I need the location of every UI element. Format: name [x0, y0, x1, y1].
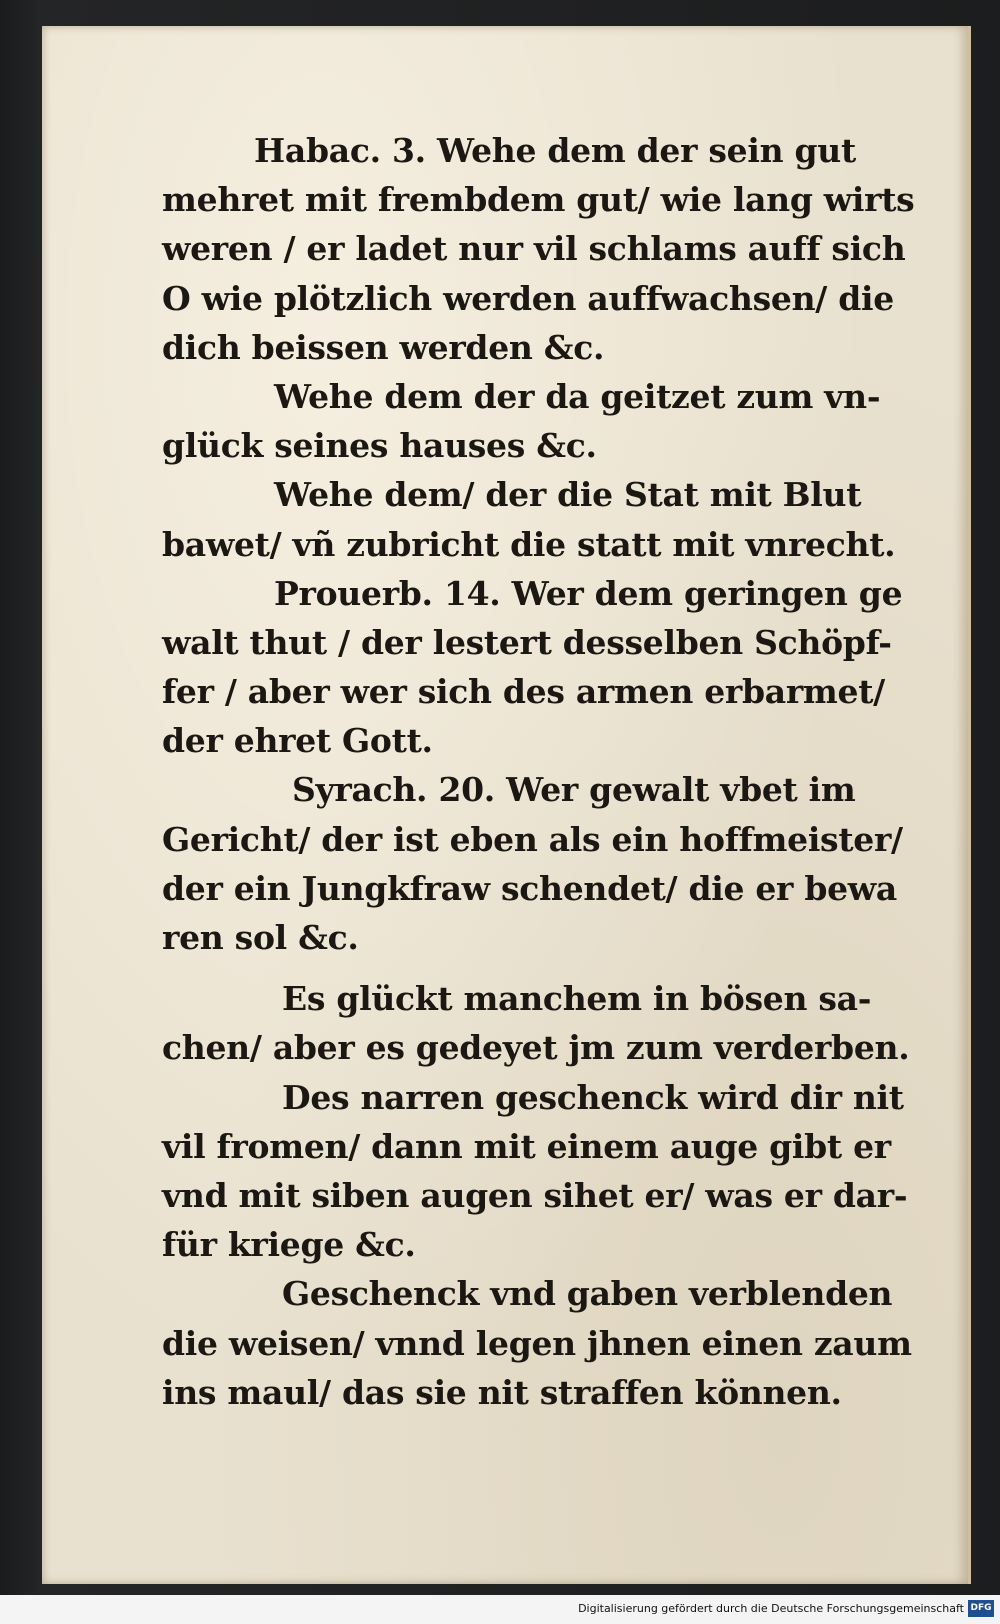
- text-line: Es glückt manchem in bösen sa-: [282, 979, 872, 1019]
- text-line: glück seines hauses &c.: [162, 426, 597, 466]
- text-line: der ehret Gott.: [162, 721, 433, 761]
- text-line: chen/ aber es gedeyet jm zum verderben.: [162, 1028, 910, 1068]
- text-line: die weisen/ vnnd legen jhnen einen zaum: [162, 1323, 912, 1363]
- text-line: O wie plötzlich werden auffwachsen/ die: [162, 278, 894, 318]
- text-line: walt thut / der lestert desselben Schöpf-: [162, 622, 892, 662]
- text-line: Wehe dem/ der die Stat mit Blut: [274, 475, 862, 515]
- text-line: dich beissen werden &c.: [162, 327, 605, 367]
- text-line: ins maul/ das sie nit straffen können.: [162, 1372, 842, 1412]
- text-line: für kriege &c.: [162, 1225, 416, 1265]
- text-line: Gericht/ der ist eben als ein hoffmeister/: [162, 819, 903, 859]
- funding-credit: Digitalisierung gefördert durch die Deutsche Forschungsgemeinschaft: [578, 1602, 964, 1615]
- text-line: Des narren geschenck wird dir nit: [282, 1077, 904, 1117]
- paragraph-gap: [162, 962, 882, 974]
- page-text: [162, 126, 915, 1417]
- text-line: Habac. 3. Wehe dem der sein gut: [254, 131, 856, 170]
- digitization-footer: [0, 1595, 1000, 1624]
- text-line: fer / aber wer sich des armen erbarmet/: [162, 672, 885, 712]
- text-line: weren / er ladet nur vil schlams auff sich: [162, 229, 906, 269]
- text-line: vil fromen/ dann mit einem auge gibt er: [162, 1126, 891, 1166]
- text-line: mehret mit frembdem gut/ wie lang wirts: [162, 180, 915, 220]
- text-line: Prouerb. 14. Wer dem geringen ge: [274, 573, 903, 613]
- text-line: vnd mit siben augen sihet er/ was er dar-: [162, 1175, 908, 1215]
- text-line: bawet/ vñ zubricht die statt mit vnrecht.: [162, 524, 896, 564]
- text-line: Geschenck vnd gaben verblenden: [282, 1274, 893, 1314]
- text-line: Wehe dem der da geitzet zum vn-: [274, 376, 881, 416]
- text-line: der ein Jungkfraw schendet/ die er bewa: [162, 868, 897, 908]
- book-page: [42, 26, 971, 1584]
- dfg-logo: DFG: [968, 1600, 994, 1617]
- text-line: ren sol &c.: [162, 918, 359, 957]
- text-line: Syrach. 20. Wer gewalt vbet im: [292, 770, 856, 810]
